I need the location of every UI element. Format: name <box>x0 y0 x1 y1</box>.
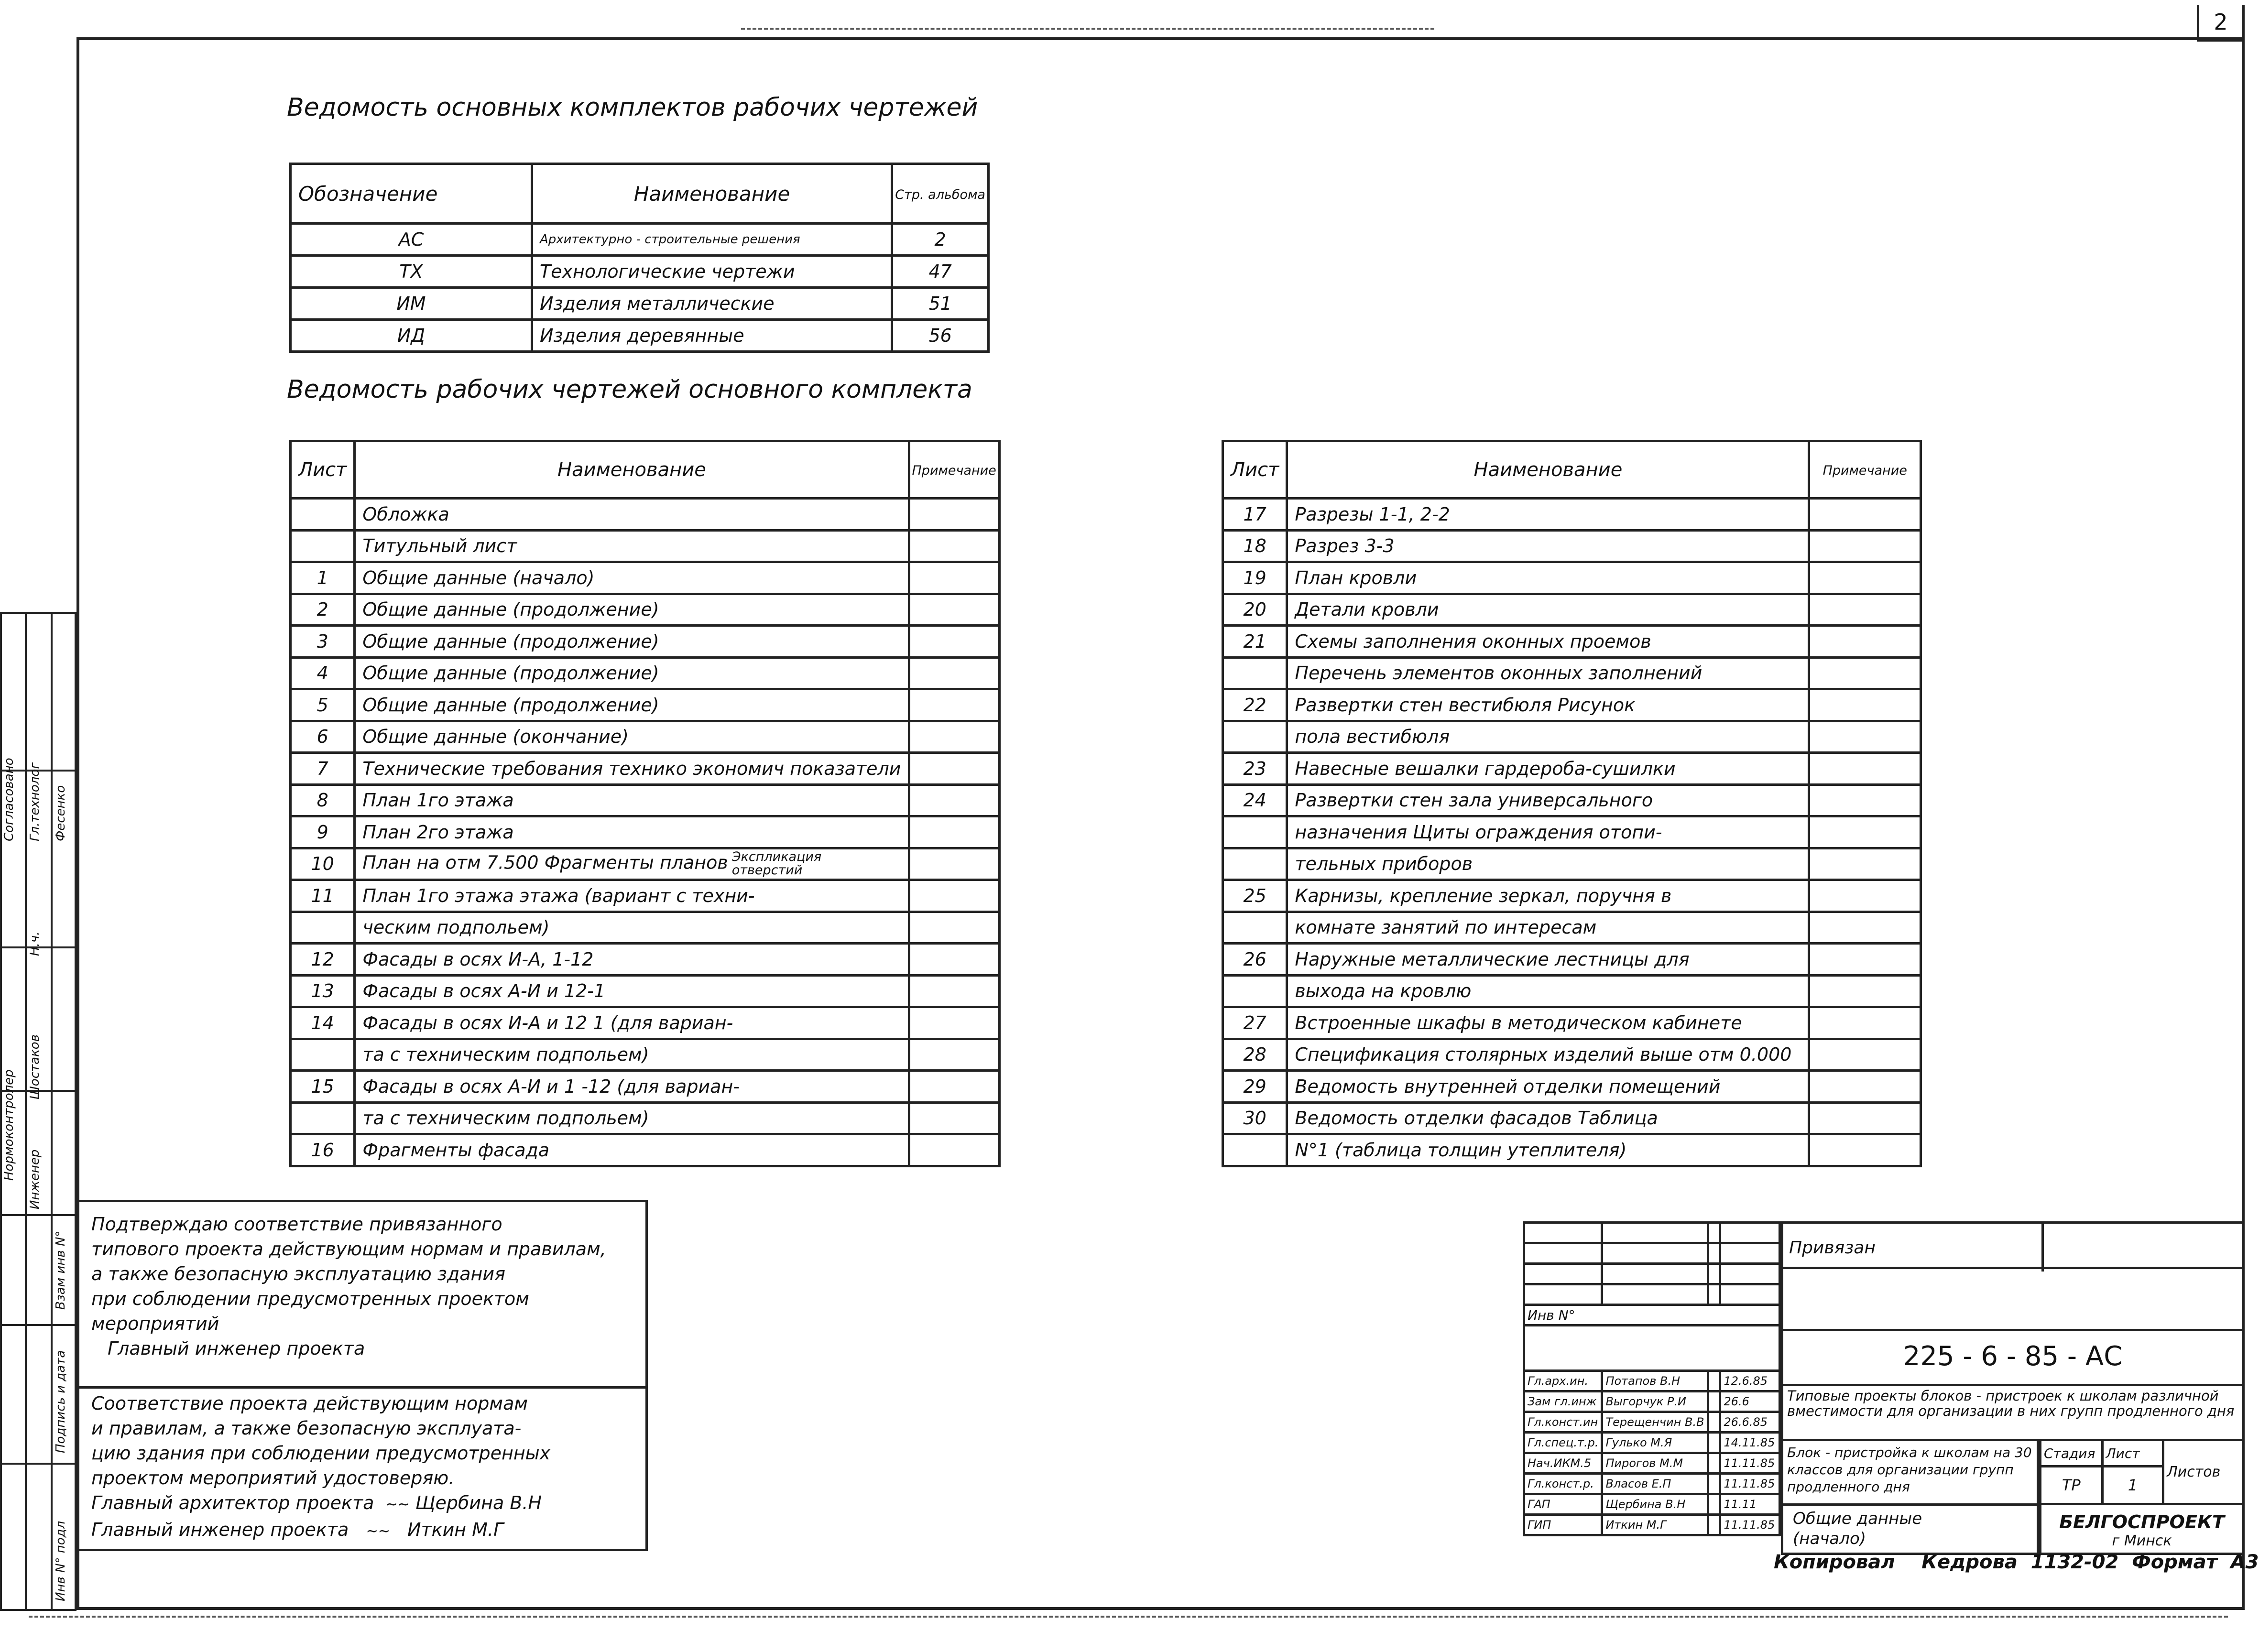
sheet-number-cell <box>1223 816 1287 848</box>
table-row <box>1223 753 1921 785</box>
signature-cell <box>1708 1474 1720 1494</box>
top-edge-line <box>741 28 1434 30</box>
footer: Копировал Кедрова 1132-02 Формат А3 <box>1774 1551 2259 1573</box>
stamp-signatures <box>1523 1221 1781 1536</box>
header-designation: Обозначение <box>291 164 532 224</box>
table-row <box>1223 657 1921 689</box>
signer-row <box>1524 1494 1780 1515</box>
table-row <box>291 721 1000 753</box>
sheet-name-cell: Детали кровли <box>1287 594 1809 626</box>
signer-role: ГИП <box>1524 1515 1602 1535</box>
signer-date: 11.11.85 <box>1720 1515 1780 1535</box>
sheet-number-cell: 23 <box>1223 753 1287 785</box>
inv-label: Инв N° <box>1524 1305 1780 1326</box>
sheet-name-cell: ческим подпольем) <box>355 912 909 944</box>
sheet-number-cell: 26 <box>1223 944 1287 976</box>
note-cell <box>909 594 999 626</box>
sheet-number-cell: 20 <box>1223 594 1287 626</box>
note-cell <box>1809 1071 1921 1103</box>
sheet-name-cell: План 1го этажа этажа (вариант с техни- <box>355 880 909 912</box>
sheet-number-cell: 2 <box>291 594 355 626</box>
note-cell <box>1809 626 1921 658</box>
sheet-name-cell: Карнизы, крепление зеркал, поручня в <box>1287 880 1809 912</box>
table-row <box>291 848 1000 880</box>
sheet-number-cell: 25 <box>1223 880 1287 912</box>
sheet-number: 2 <box>2197 5 2245 42</box>
note-cell <box>909 562 999 594</box>
signer-row <box>1524 1371 1780 1391</box>
sheet-number-cell: 10 <box>291 848 355 880</box>
sheet-number-cell: 13 <box>291 975 355 1007</box>
main-sets-table <box>289 163 990 353</box>
note-cell <box>909 1134 999 1166</box>
sheet-name-cell: N°1 (таблица толщин утеплителя) <box>1287 1134 1809 1166</box>
sheet-label: Лист <box>2102 1440 2163 1467</box>
table-row <box>1223 594 1921 626</box>
signer-name: Терещенчин В.В <box>1602 1412 1708 1433</box>
signer-row <box>1524 1433 1780 1453</box>
signer-role: Гл.спец.т.р. <box>1524 1433 1602 1453</box>
statement-chief-engineer: Подтверждаю соответствие привязанного типового проекта действующим нормам и правилам, а также безопасную эксплуатацию здания при соблюдении предусмотренных проектом мероприятий Главный инженер проекта <box>76 1200 648 1386</box>
signature-cell <box>1708 1371 1720 1391</box>
sheet-name-cell: Разрез 3-3 <box>1287 530 1809 562</box>
note-cell <box>1809 689 1921 721</box>
header-page: Стр. альбома <box>892 164 989 224</box>
table-row <box>291 594 1000 626</box>
sheet-name-cell: Технические требования технико экономич показатели <box>355 753 909 785</box>
sheet-name-cell: Развертки стен вестибюля Рисунок <box>1287 689 1809 721</box>
signer-date: 26.6.85 <box>1720 1412 1780 1433</box>
city: г Минск <box>2112 1532 2172 1549</box>
table-row <box>1223 1102 1921 1134</box>
note-cell <box>1809 784 1921 816</box>
header-sheet: Лист <box>1223 441 1287 499</box>
signer-date: 11.11.85 <box>1720 1453 1780 1474</box>
table-row <box>1223 562 1921 594</box>
note-cell <box>909 753 999 785</box>
table-row <box>1223 944 1921 976</box>
sheet-name-cell: Развертки стен зала универсального <box>1287 784 1809 816</box>
sheet-number-cell <box>291 1102 355 1134</box>
sheet-number-cell <box>1223 848 1287 880</box>
sheet-name-cell: Фасады в осях И-А, 1-12 <box>355 944 909 976</box>
sheets-table-right <box>1222 440 1922 1167</box>
table-row <box>291 912 1000 944</box>
sheet-name-cell: Ведомость отделки фасадов Таблица <box>1287 1102 1809 1134</box>
table-row <box>1223 880 1921 912</box>
sheet-name-cell: назначения Щиты ограждения отопи- <box>1287 816 1809 848</box>
signer-name: Пирогов М.М <box>1602 1453 1708 1474</box>
sheets-table-left <box>289 440 1001 1167</box>
table-row <box>291 530 1000 562</box>
sheet-name-cell: Общие данные (продолжение) <box>355 689 909 721</box>
table-row <box>291 689 1000 721</box>
note-cell <box>1809 753 1921 785</box>
statement-chief-architect: Соответствие проекта действующим нормам и правилам, а также безопасную эксплуата- цию здания при соблюдении предусмотренных проектом мероприятий удостоверяю. Главный архитектор проекта ~~ Щербина В.Н Главный инженер проекта ~~ Иткин М.Г <box>76 1386 648 1551</box>
sheet-name-cell: Общие данные (начало) <box>355 562 909 594</box>
note-cell <box>1809 657 1921 689</box>
note-cell <box>909 816 999 848</box>
sheet-number-cell: 4 <box>291 657 355 689</box>
note-cell <box>1809 912 1921 944</box>
table-row <box>1223 1134 1921 1166</box>
note-cell <box>909 912 999 944</box>
signature-cell <box>1708 1494 1720 1515</box>
table-row <box>1223 1071 1921 1103</box>
note-cell <box>909 499 999 531</box>
left-margin-stamps: Согласовано Гл.технолог Фесенко Н.ч. Нормоконтролер Шостаков Инженер Инв N° подл Подпись и дата Взам инв N° <box>0 612 76 1611</box>
note-cell <box>909 944 999 976</box>
table-row <box>1223 689 1921 721</box>
table-row: ИМ Изделия металлические 51 <box>291 288 989 320</box>
sheet-name-cell: План 2го этажа <box>355 816 909 848</box>
sheet-number-cell: 28 <box>1223 1039 1287 1071</box>
header-name: Наименование <box>1287 441 1809 499</box>
table-row <box>291 944 1000 976</box>
note-cell <box>1809 816 1921 848</box>
signer-role: Гл.конст.ин <box>1524 1412 1602 1433</box>
note-cell <box>1809 1102 1921 1134</box>
signer-date: 11.11 <box>1720 1494 1780 1515</box>
table-row <box>291 1102 1000 1134</box>
table-row <box>1223 1007 1921 1039</box>
note-cell <box>1809 721 1921 753</box>
signature-cell <box>1708 1515 1720 1535</box>
main-sets-title: Ведомость основных комплектов рабочих чертежей <box>287 93 978 122</box>
sheet-number-cell: 18 <box>1223 530 1287 562</box>
sheet-number-cell: 19 <box>1223 562 1287 594</box>
note-cell <box>909 657 999 689</box>
note-cell <box>1809 530 1921 562</box>
stage-value: ТР <box>2041 1467 2103 1504</box>
note-cell <box>909 880 999 912</box>
header-sheet: Лист <box>291 441 355 499</box>
signer-date: 14.11.85 <box>1720 1433 1780 1453</box>
sheet-number-cell: 30 <box>1223 1102 1287 1134</box>
sheet-name-cell: План кровли <box>1287 562 1809 594</box>
sheet-number-cell <box>1223 721 1287 753</box>
sheet-number-cell: 1 <box>291 562 355 594</box>
table-row <box>1223 499 1921 531</box>
table-row <box>1223 816 1921 848</box>
table-row <box>291 1007 1000 1039</box>
note-cell <box>909 784 999 816</box>
table-row <box>1223 721 1921 753</box>
sheet-number-cell: 27 <box>1223 1007 1287 1039</box>
note-cell <box>909 1007 999 1039</box>
sheet-name-cell: Общие данные (окончание) <box>355 721 909 753</box>
table-row <box>1223 784 1921 816</box>
note-cell <box>909 626 999 658</box>
note-cell <box>909 721 999 753</box>
sheet-number-cell <box>291 1039 355 1071</box>
table-row <box>291 753 1000 785</box>
signer-row <box>1524 1391 1780 1412</box>
drawing-code: 225 - 6 - 85 - АС <box>1903 1341 2123 1372</box>
sheet-number-cell <box>291 530 355 562</box>
table-row <box>291 975 1000 1007</box>
signature-cell <box>1708 1391 1720 1412</box>
header-note: Примечание <box>909 441 999 499</box>
sheet-name-cell: Наружные металлические лестницы для <box>1287 944 1809 976</box>
table-row <box>1223 530 1921 562</box>
signer-name: Выгорчук Р.И <box>1602 1391 1708 1412</box>
table-row <box>291 657 1000 689</box>
title-block <box>1523 1221 2245 1555</box>
sheet-number-cell <box>1223 1134 1287 1166</box>
sheet-number-cell: 29 <box>1223 1071 1287 1103</box>
note-cell <box>1809 1007 1921 1039</box>
sheet-name-cell: Схемы заполнения оконных проемов <box>1287 626 1809 658</box>
table-row: ИД Изделия деревянные 56 <box>291 320 989 352</box>
sheet-number-cell: 11 <box>291 880 355 912</box>
sidebar-divider <box>0 1324 76 1326</box>
sheet-name-cell: Фасады в осях А-И и 12-1 <box>355 975 909 1007</box>
sheet-name-cell: План на отм 7.500 Фрагменты планов Экспликация отверстий <box>355 848 909 880</box>
note-cell <box>909 975 999 1007</box>
signer-date: 12.6.85 <box>1720 1371 1780 1391</box>
table-row <box>291 816 1000 848</box>
header-name: Наименование <box>355 441 909 499</box>
note-cell <box>1809 848 1921 880</box>
note-cell <box>1809 594 1921 626</box>
sheet-name-cell: Общие данные (продолжение) <box>355 657 909 689</box>
table-row <box>291 626 1000 658</box>
sheet-number-cell: 22 <box>1223 689 1287 721</box>
organization: БЕЛГОСПРОЕКТ <box>2059 1511 2225 1532</box>
sheet-name-cell: та с техническим подпольем) <box>355 1102 909 1134</box>
note-cell <box>909 1039 999 1071</box>
table-row <box>291 562 1000 594</box>
signer-name: Иткин М.Г <box>1602 1515 1708 1535</box>
sheet-name-cell: пола вестибюля <box>1287 721 1809 753</box>
header-name: Наименование <box>532 164 892 224</box>
note-cell <box>1809 944 1921 976</box>
sheet-name-cell: комнате занятий по интересам <box>1287 912 1809 944</box>
sheet-name-cell: Ведомость внутренней отделки помещений <box>1287 1071 1809 1103</box>
sheets-label: Листов <box>2163 1440 2244 1504</box>
note-cell <box>1809 1134 1921 1166</box>
signature-cell <box>1708 1433 1720 1453</box>
sheet-name-cell: Перечень элементов оконных заполнений <box>1287 657 1809 689</box>
block-title: Блок - пристройка к школам на 30 классов для организации групп продленного дня <box>1787 1445 2032 1495</box>
signer-row <box>1524 1412 1780 1433</box>
note-cell <box>909 848 999 880</box>
note-cell <box>1809 1039 1921 1071</box>
table-row: АС Архитектурно - строительные решения 2 <box>291 224 989 256</box>
sheet-name-cell: Обложка <box>355 499 909 531</box>
sheet-name-cell: Спецификация столярных изделий выше отм 0.000 <box>1287 1039 1809 1071</box>
note-cell <box>909 530 999 562</box>
sheet-number-cell: 6 <box>291 721 355 753</box>
signer-row <box>1524 1515 1780 1535</box>
note-cell <box>1809 499 1921 531</box>
sheet-name-cell: Фасады в осях А-И и 1 -12 (для вариан- <box>355 1071 909 1103</box>
table-row <box>1223 975 1921 1007</box>
sheet-number-cell: 24 <box>1223 784 1287 816</box>
stage-label: Стадия <box>2041 1440 2103 1467</box>
note-cell <box>1809 880 1921 912</box>
sheet-number-cell: 16 <box>291 1134 355 1166</box>
sheet-number-cell: 9 <box>291 816 355 848</box>
sheet-number-cell: 5 <box>291 689 355 721</box>
signer-date: 11.11.85 <box>1720 1474 1780 1494</box>
table-row <box>291 1039 1000 1071</box>
sidebar-divider <box>0 1214 76 1216</box>
stage-table <box>2039 1439 2245 1505</box>
signer-role: Зам гл.инж <box>1524 1391 1602 1412</box>
sheet-number-cell: 21 <box>1223 626 1287 658</box>
signature-cell <box>1708 1412 1720 1433</box>
sheet-number-cell <box>1223 657 1287 689</box>
signature-cell <box>1708 1453 1720 1474</box>
sheet-name-aside: Экспликация отверстий <box>731 849 822 878</box>
sheet-name-cell: Встроенные шкафы в методическом кабинете <box>1287 1007 1809 1039</box>
table-row <box>1223 848 1921 880</box>
sheet-name-cell: План 1го этажа <box>355 784 909 816</box>
stamp-right <box>1781 1221 2245 1555</box>
table-row <box>291 1134 1000 1166</box>
signer-name: Потапов В.Н <box>1602 1371 1708 1391</box>
sidebar-divider <box>0 1463 76 1465</box>
sheet-number-cell <box>1223 975 1287 1007</box>
note-cell <box>909 689 999 721</box>
sheet-number-cell: 3 <box>291 626 355 658</box>
table-row <box>291 880 1000 912</box>
sheet-name-cell: Общие данные (продолжение) <box>355 594 909 626</box>
sheet-name-cell: Разрезы 1-1, 2-2 <box>1287 499 1809 531</box>
signer-name: Гулько М.Я <box>1602 1433 1708 1453</box>
signer-name: Щербина В.Н <box>1602 1494 1708 1515</box>
sheet-number-cell <box>291 912 355 944</box>
sheet-name-cell: тельных приборов <box>1287 848 1809 880</box>
sheet-name-cell: выхода на кровлю <box>1287 975 1809 1007</box>
header-note: Примечание <box>1809 441 1921 499</box>
signer-name: Власов Е.П <box>1602 1474 1708 1494</box>
sheet-number-cell: 17 <box>1223 499 1287 531</box>
table-row <box>291 499 1000 531</box>
table-row <box>291 784 1000 816</box>
bound-label: Привязан <box>1789 1238 1876 1258</box>
signer-role: Нач.ИКМ.5 <box>1524 1453 1602 1474</box>
sheet-number-cell: 12 <box>291 944 355 976</box>
sheet-number-cell <box>291 499 355 531</box>
signer-row <box>1524 1453 1780 1474</box>
table-row <box>1223 626 1921 658</box>
sheet-name-cell: Титульный лист <box>355 530 909 562</box>
sheet-value: 1 <box>2102 1467 2163 1504</box>
sheet-number-cell: 7 <box>291 753 355 785</box>
note-cell <box>1809 975 1921 1007</box>
drawing-name: Общие данные (начало) <box>1793 1509 1922 1548</box>
sheet-name-cell: Навесные вешалки гардероба-сушилки <box>1287 753 1809 785</box>
sheet-name-cell: Фасады в осях И-А и 12 1 (для вариан- <box>355 1007 909 1039</box>
sheet-number-cell: 8 <box>291 784 355 816</box>
project-title: Типовые проекты блоков - пристроек к школам различной вместимости для организации в них групп продленного дня <box>1787 1388 2235 1419</box>
signer-row <box>1524 1474 1780 1494</box>
signer-date: 26.6 <box>1720 1391 1780 1412</box>
sheet-number-cell: 14 <box>291 1007 355 1039</box>
sheet-number-cell <box>1223 912 1287 944</box>
bottom-edge-line <box>29 1616 2228 1618</box>
note-cell <box>909 1102 999 1134</box>
sheets-title: Ведомость рабочих чертежей основного комплекта <box>287 375 972 404</box>
table-row: ТХ Технологические чертежи 47 <box>291 256 989 288</box>
sheet-name-cell: та с техническим подпольем) <box>355 1039 909 1071</box>
table-row <box>1223 1039 1921 1071</box>
note-cell <box>909 1071 999 1103</box>
sheet-name-cell: Фрагменты фасада <box>355 1134 909 1166</box>
signer-role: ГАП <box>1524 1494 1602 1515</box>
note-cell <box>1809 562 1921 594</box>
signer-role: Гл.арх.ин. <box>1524 1371 1602 1391</box>
sheet-number-cell: 15 <box>291 1071 355 1103</box>
sheet-name-cell: Общие данные (продолжение) <box>355 626 909 658</box>
table-row <box>1223 912 1921 944</box>
table-row <box>291 1071 1000 1103</box>
signer-role: Гл.конст.р. <box>1524 1474 1602 1494</box>
